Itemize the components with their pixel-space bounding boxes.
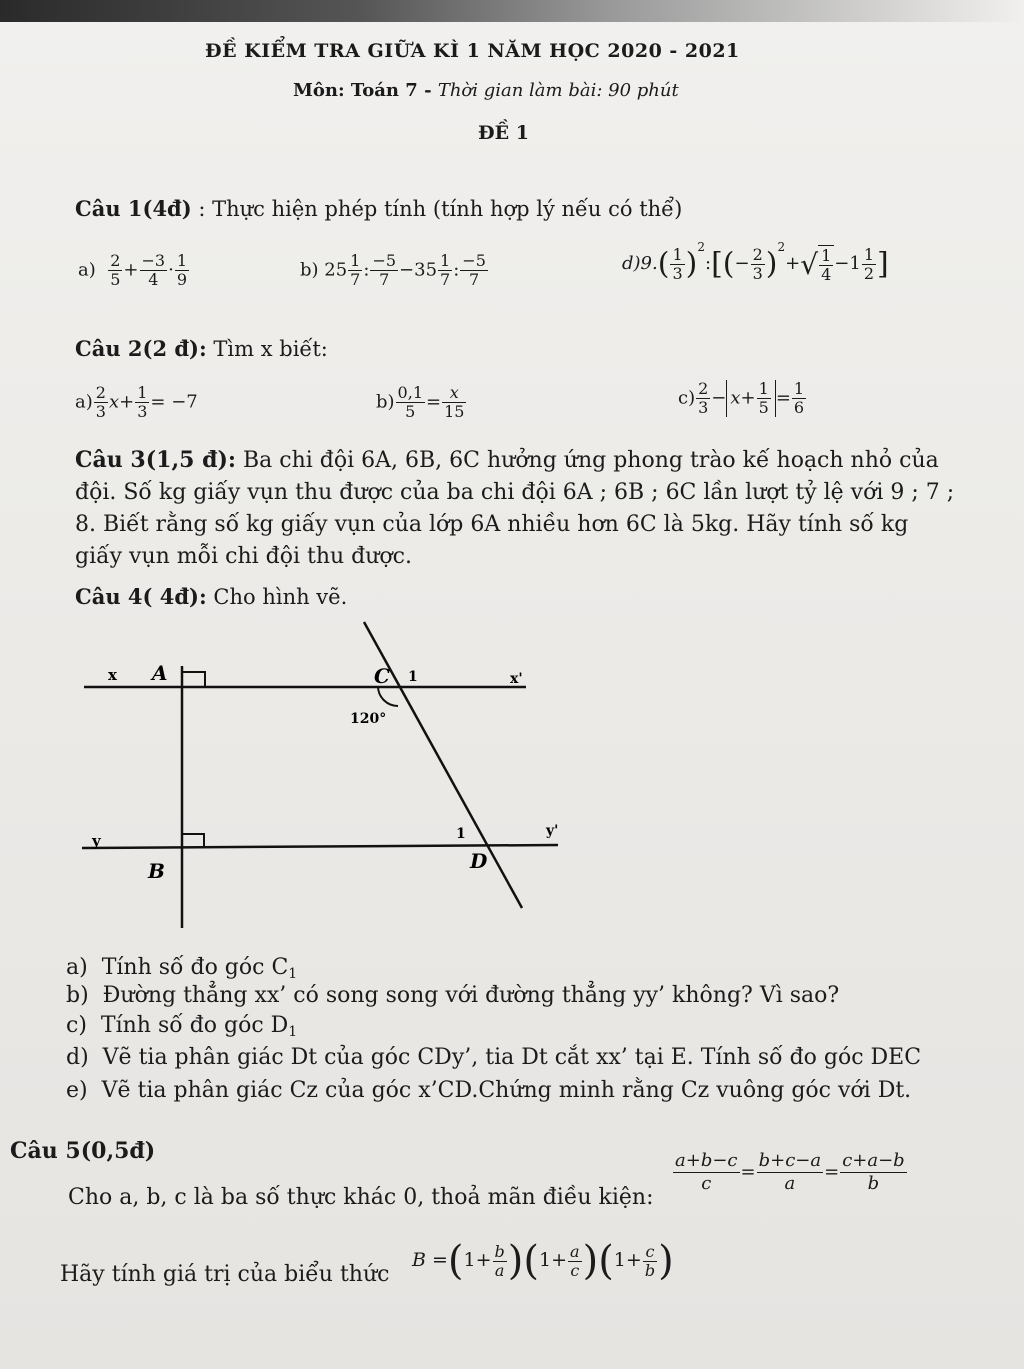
- label-c: C: [374, 664, 390, 688]
- q4-item-label: e): [66, 1078, 88, 1103]
- right-angle-a: [182, 672, 205, 687]
- sqrt: √ $\frac{1}{4}$: [800, 245, 834, 284]
- frac: $\frac{-3}{4}$: [141, 251, 166, 289]
- frac: $\frac{1}{6}$: [793, 379, 805, 417]
- label-b: B: [148, 859, 165, 883]
- q4-item-sub: 1: [288, 1024, 298, 1040]
- frac: $\frac{1}{3}$: [137, 383, 148, 421]
- q3-text: Ba chi đội 6A, 6B, 6C hưởng ứng phong trào kế hoạch nhỏ của đội. Số kg giấy vụn thu được của ba chi đội 6A ; 6B ; 6C lần lượt tỷ lệ với 9 ; 7 ; 8. Biết rằng số kg giấy vụn của lớp 6A nhiều hơn 6C là 5kg. Hãy tính số kg giấy vụn mỗi chi đội thu được.: [75, 448, 955, 569]
- label-x: x: [108, 666, 117, 684]
- q4-item-b: [66, 983, 839, 1008]
- q4-text: Cho hình vẽ.: [206, 585, 348, 609]
- q4-heading: Câu 4( 4đ):: [75, 584, 207, 609]
- q4-item-label: b): [66, 983, 89, 1008]
- q2-c: c) $\frac{2}{3}$ − x+ $\frac{1}{5}$ = $\frac{1}{6}$: [678, 379, 805, 417]
- q5-expression: B =(1+ $\frac{b}{a}$ )(1+ $\frac{a}{c}$ )(1+ $\frac{c}{b}$ ): [412, 1238, 674, 1284]
- q1-d-label: d)9.: [622, 253, 658, 274]
- q1-heading: Câu 1(4đ): [75, 196, 192, 221]
- frac: $\frac{b+c-a}{a}$: [758, 1150, 822, 1194]
- label-1-top: 1: [408, 669, 418, 685]
- q4-item-label: a): [66, 955, 88, 980]
- frac: $\frac{-5}{7}$: [372, 251, 397, 289]
- q5-heading: Câu 5(0,5đ): [10, 1138, 156, 1164]
- frac: $\frac{-5}{7}$: [462, 251, 486, 289]
- q2-a-label: a): [75, 391, 93, 413]
- q2-text: Tìm x biết:: [206, 337, 328, 361]
- label-1-bottom: 1: [456, 826, 466, 842]
- abs-value: x+ $\frac{1}{5}$: [726, 380, 775, 417]
- q4-item-text: Vẽ tia phân giác Cz của góc x’CD.Chứng minh rằng Cz vuông góc với Dt.: [101, 1078, 912, 1103]
- q1-d: d)9.( $\frac{1}{3}$ )$^2$:[(− $\frac{2}{3}$ )$^2$+√ $\frac{1}{4}$ −1 $\frac{1}{2}$ ]: [622, 240, 889, 284]
- frac: $\frac{2}{3}$: [95, 383, 106, 421]
- label-y: y: [92, 832, 101, 850]
- angle-arc-c: [378, 687, 398, 706]
- exam-code: ĐỀ 1: [478, 122, 529, 144]
- frac: $\frac{1}{9}$: [176, 251, 188, 289]
- q4-item-c: [66, 1013, 297, 1040]
- q2-heading: Câu 2(2 đ):: [75, 336, 207, 361]
- frac: $\frac{2}{3}$: [752, 244, 763, 283]
- frac: $\frac{a}{c}$: [570, 1241, 580, 1280]
- q1-b: b) 25 $\frac{1}{7}$ : $\frac{-5}{7}$ −35 $\frac{1}{7}$ : $\frac{-5}{7}$: [300, 251, 486, 289]
- label-xprime: x': [510, 671, 523, 687]
- q4-item-e: [66, 1078, 911, 1103]
- q4-item-sub: 1: [288, 966, 298, 982]
- frac: $\frac{1}{7}$: [440, 251, 451, 289]
- q5-line2: Hãy tính giá trị của biểu thức: [60, 1262, 390, 1287]
- q2-c-label: c): [678, 387, 696, 409]
- q4-item-a: [66, 955, 297, 982]
- q2-b: b) $\frac{0,1}{5}$ = $\frac{x}{15}$: [376, 383, 465, 421]
- q4-item-text: Đường thẳng xx’ có song song với đường thẳng yy’ không? Vì sao?: [102, 983, 840, 1008]
- frac: $\frac{2}{5}$: [110, 251, 121, 289]
- frac: $\frac{1}{2}$: [863, 244, 874, 283]
- label-angle-120: 120°: [350, 711, 387, 727]
- label-d: D: [470, 849, 488, 873]
- exam-title: ĐỀ KIỂM TRA GIỮA KÌ 1 NĂM HỌC 2020 - 2021: [205, 40, 740, 62]
- q1-a: a) $\frac{2}{5}$ + $\frac{-3}{4}$ · $\frac{1}{9}$: [78, 251, 188, 289]
- subject-label: Môn: Toán 7 -: [293, 80, 438, 101]
- frac: $\frac{a+b-c}{c}$: [675, 1150, 738, 1194]
- q4-item-text: Tính số đo góc D: [100, 1013, 289, 1038]
- q4-item-text: Tính số đo góc C: [101, 955, 289, 980]
- q1-b-label: b) 25: [300, 259, 348, 281]
- q1-text: : Thực hiện phép tính (tính hợp lý nếu có thể): [191, 197, 683, 221]
- label-a: A: [152, 661, 168, 685]
- q4-item-text: Vẽ tia phân giác Dt của góc CDy’, tia Dt cắt xx’ tại E. Tính số đo góc DEC: [102, 1045, 922, 1070]
- q4-item-label: d): [66, 1045, 89, 1070]
- frac: $\frac{c+a-b}{b}$: [842, 1150, 905, 1194]
- frac: $\frac{1}{3}$: [672, 244, 683, 283]
- frac: $\frac{0,1}{5}$: [397, 383, 423, 421]
- q2-b-label: b): [376, 391, 395, 413]
- q1-a-label: a): [78, 259, 96, 281]
- q4-item-label: c): [66, 1013, 87, 1038]
- frac: $\frac{c}{b}$: [644, 1241, 656, 1280]
- time-label: Thời gian làm bài: 90 phút: [437, 80, 679, 101]
- frac: $\frac{1}{7}$: [350, 251, 361, 289]
- q5-line1: Cho a, b, c là ba số thực khác 0, thoả mãn điều kiện:: [68, 1185, 654, 1210]
- label-yprime: y': [546, 823, 559, 839]
- q4-item-d: [66, 1045, 921, 1070]
- q2-a-tail: = −7: [150, 391, 198, 413]
- q3-heading: Câu 3(1,5 đ):: [75, 447, 236, 473]
- b-prefix: B =: [412, 1249, 448, 1271]
- frac: $\frac{b}{a}$: [494, 1241, 505, 1280]
- frac: $\frac{x}{15}$: [444, 383, 465, 421]
- frac: $\frac{2}{3}$: [698, 379, 709, 417]
- right-angle-b: [182, 834, 204, 848]
- q5-condition: $\frac{a+b-c}{c}$ = $\frac{b+c-a}{a}$ = $\frac{c+a-b}{b}$: [675, 1150, 905, 1194]
- q2-a: a) $\frac{2}{3}$ x+ $\frac{1}{3}$ = −7: [75, 383, 198, 421]
